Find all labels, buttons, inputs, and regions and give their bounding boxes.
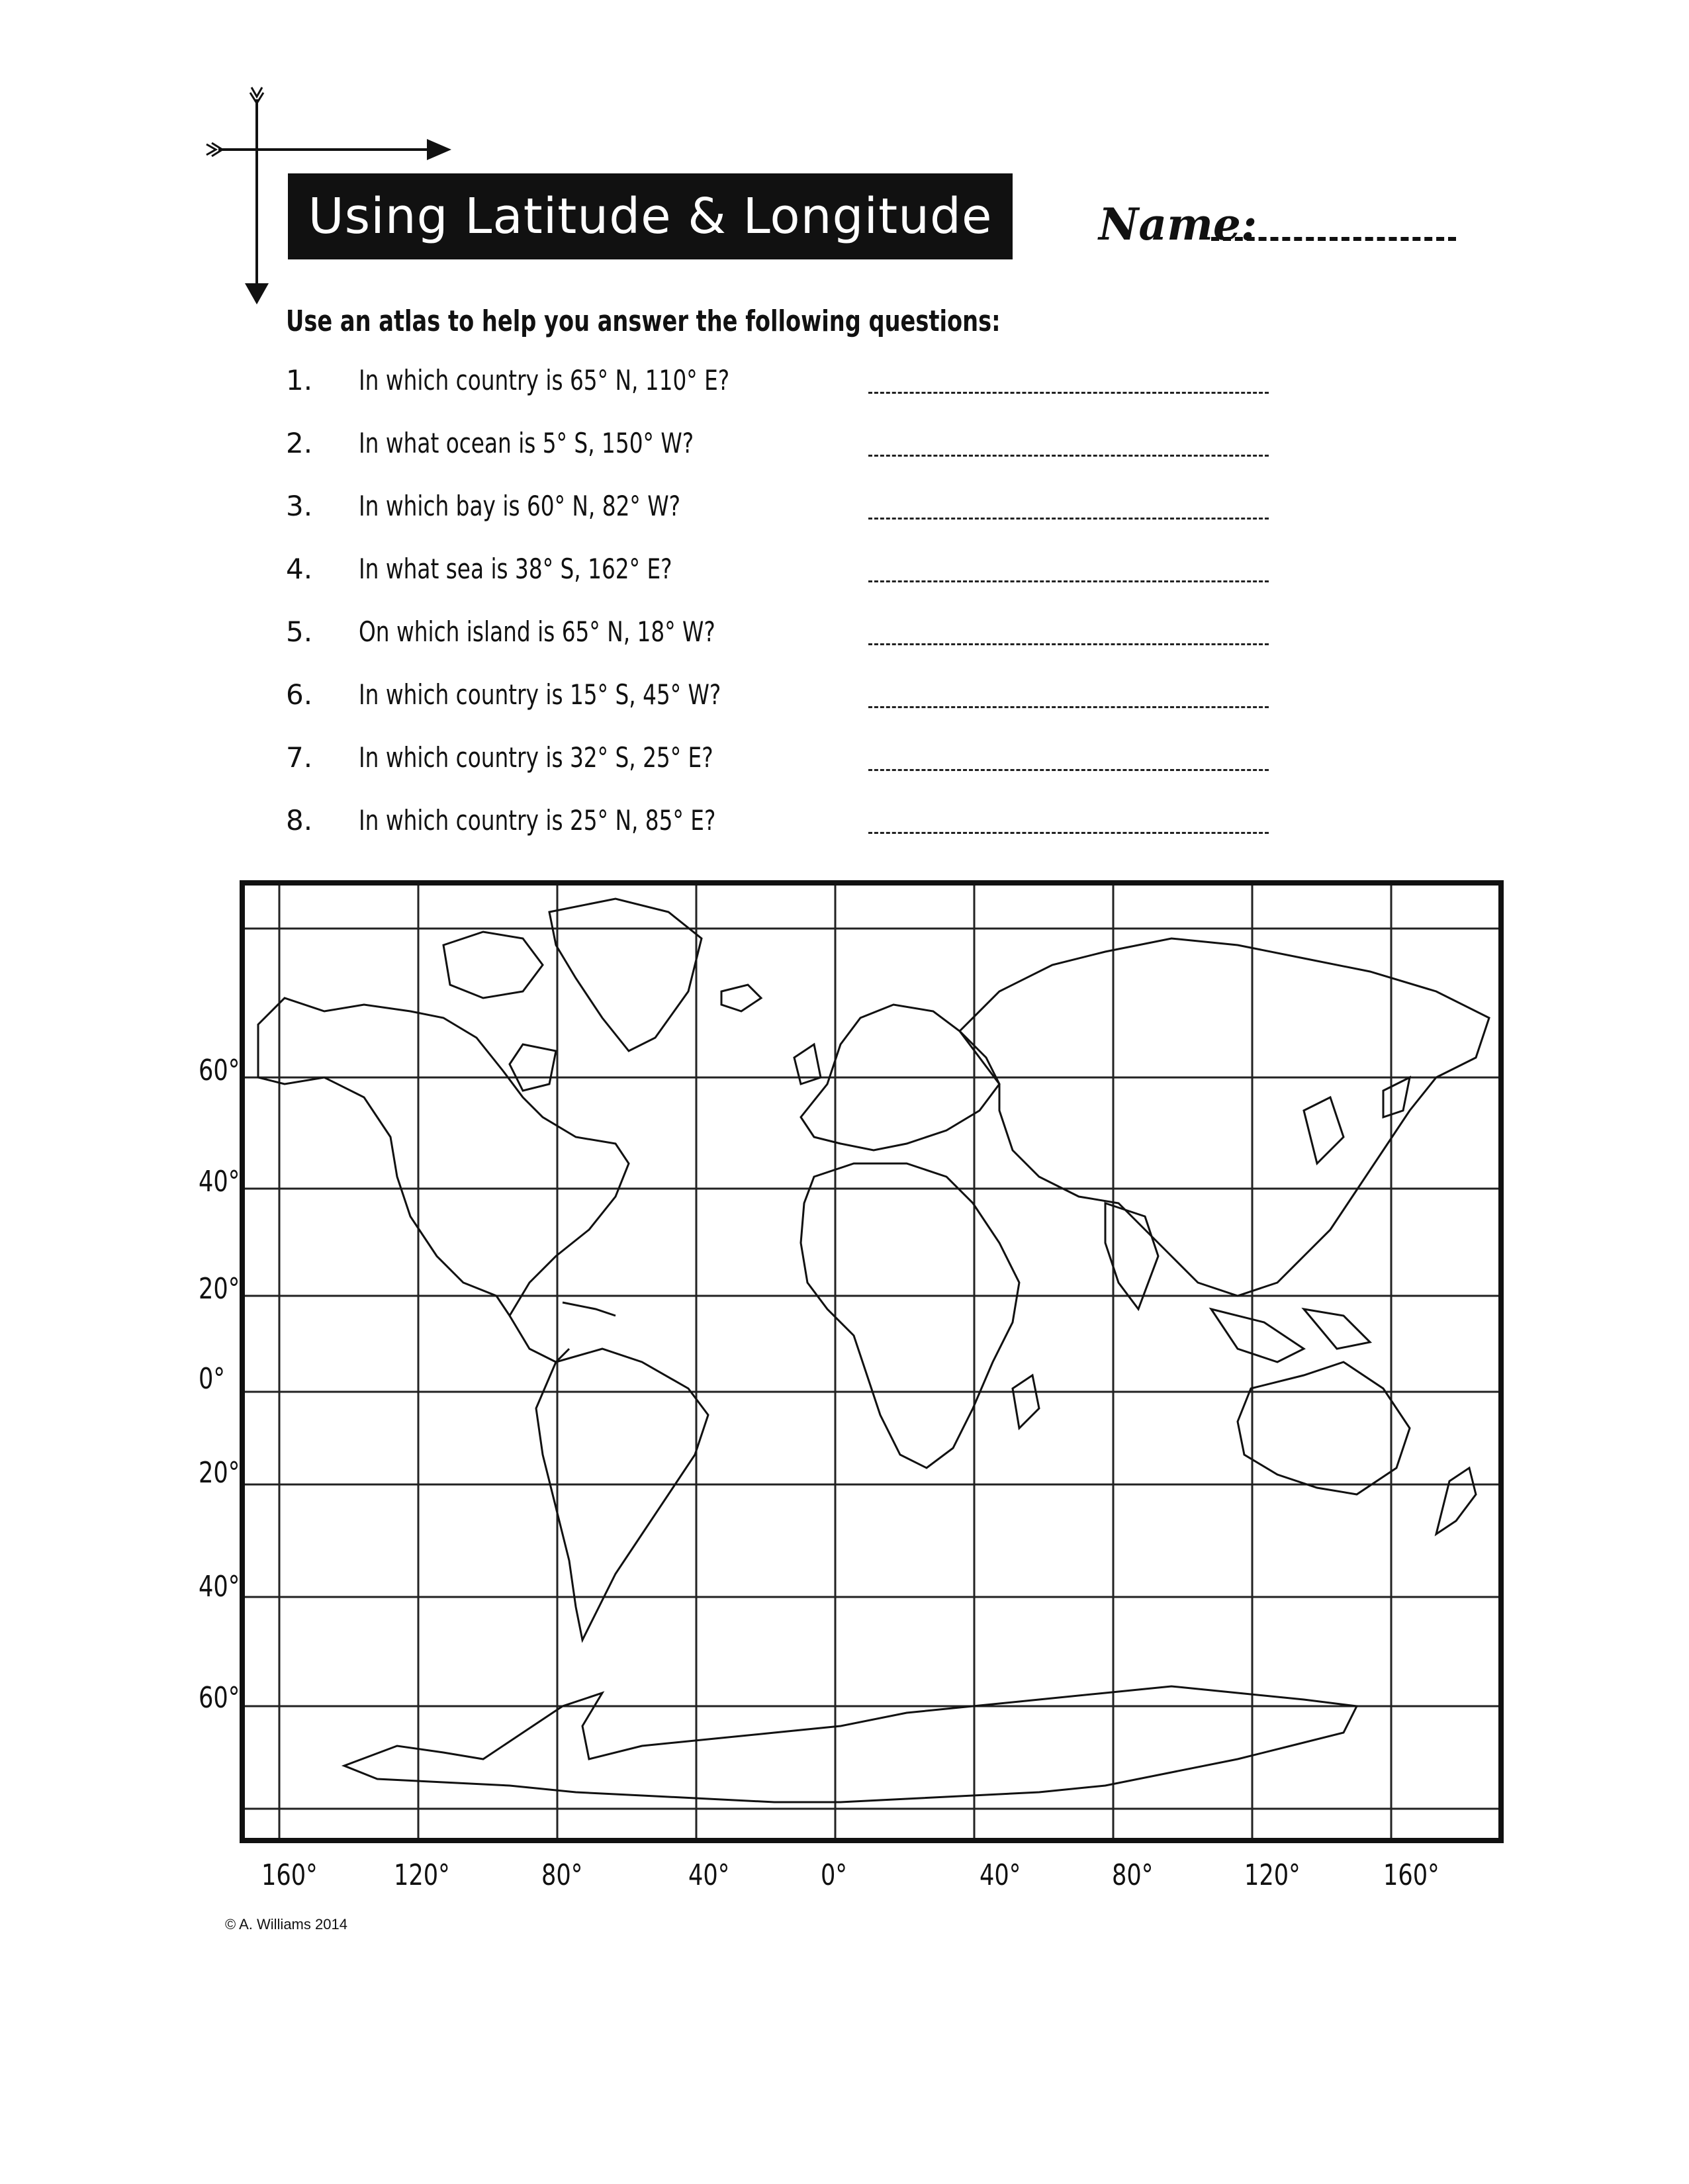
question-text: In which country is 15° S, 45° W? [359,678,721,711]
question-number: 4. [286,553,313,585]
question-number: 7. [286,741,313,774]
copyright-text: © A. Williams 2014 [225,1916,347,1933]
latitude-label: 40° [199,1570,240,1604]
question-text: In which bay is 60° N, 82° W? [359,490,681,522]
latitude-label: 20° [199,1272,240,1306]
latitude-label: 60° [199,1681,240,1715]
name-field[interactable] [1211,237,1456,241]
latitude-label: 60° [199,1054,240,1087]
longitude-label: 0° [821,1858,847,1892]
question-item [286,678,1279,718]
instructions: Use an atlas to help you answer the following questions: [286,304,1001,338]
question-number: 5. [286,615,313,648]
page-title: Using Latitude & Longitude [288,173,1013,259]
question-text: In what ocean is 5° S, 150° W? [359,427,694,459]
question-number: 8. [286,804,313,837]
question-text: On which island is 65° N, 18° W? [359,615,715,648]
question-text: In what sea is 38° S, 162° E? [359,553,672,585]
longitude-label: 160° [261,1858,318,1892]
longitude-label: 40° [980,1858,1021,1892]
world-map [240,880,1504,1843]
name-label: Name: [1099,199,1257,250]
question-text: In which country is 25° N, 85° E? [359,804,716,837]
latitude-label: 0° [199,1362,225,1396]
world-map-outline [245,886,1498,1838]
question-item [286,553,1279,592]
longitude-label: 160° [1383,1858,1439,1892]
question-text: In which country is 32° S, 25° E? [359,741,713,774]
longitude-label: 120° [394,1858,450,1892]
answer-blank[interactable] [868,706,1269,708]
question-number: 2. [286,427,313,459]
longitude-label: 80° [541,1858,583,1892]
question-item [286,804,1279,844]
question-item [286,364,1279,404]
answer-blank[interactable] [868,518,1269,520]
longitude-label: 40° [688,1858,730,1892]
answer-blank[interactable] [868,643,1269,645]
answer-blank[interactable] [868,392,1269,394]
answer-blank[interactable] [868,769,1269,771]
answer-blank[interactable] [868,455,1269,457]
question-item [286,427,1279,467]
longitude-label: 80° [1112,1858,1154,1892]
question-number: 1. [286,364,313,396]
latitude-label: 40° [199,1165,240,1199]
latitude-label: 20° [199,1456,240,1490]
question-item [286,741,1279,781]
question-item [286,615,1279,655]
longitude-label: 120° [1244,1858,1301,1892]
answer-blank[interactable] [868,580,1269,582]
answer-blank[interactable] [868,832,1269,834]
question-text: In which country is 65° N, 110° E? [359,364,730,396]
question-number: 3. [286,490,313,522]
question-item [286,490,1279,529]
question-number: 6. [286,678,313,711]
